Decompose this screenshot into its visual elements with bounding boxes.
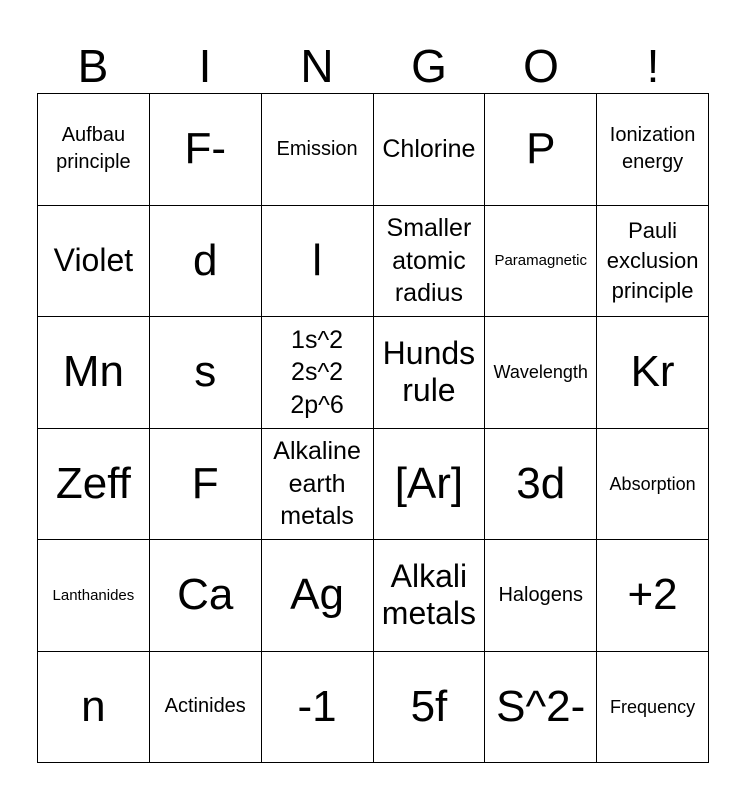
bingo-cell-r6c1[interactable]: n xyxy=(38,652,150,764)
header-letter-g: G xyxy=(411,40,447,92)
bingo-cell-r4c2[interactable]: F xyxy=(150,429,262,541)
header-letter-i: I xyxy=(198,40,212,92)
bingo-cell-r2c6[interactable]: Pauli exclusion principle xyxy=(597,206,709,318)
bingo-cell-r1c2[interactable]: F- xyxy=(150,94,262,206)
bingo-cell-r4c1[interactable]: Zeff xyxy=(38,429,150,541)
bingo-cell-r6c4[interactable]: 5f xyxy=(374,652,486,764)
bingo-cell-r1c3[interactable]: Emission xyxy=(262,94,374,206)
bingo-cell-r6c3[interactable]: -1 xyxy=(262,652,374,764)
bingo-cell-r2c2[interactable]: d xyxy=(150,206,262,318)
bingo-cell-r1c4[interactable]: Chlorine xyxy=(374,94,486,206)
bingo-cell-r3c3[interactable]: 1s^2 2s^2 2p^6 xyxy=(262,317,374,429)
bingo-cell-r2c5[interactable]: Paramagnetic xyxy=(485,206,597,318)
bingo-cell-r5c1[interactable]: Lanthanides xyxy=(38,540,150,652)
bingo-cell-r5c4[interactable]: Alkali metals xyxy=(374,540,486,652)
bingo-cell-r2c1[interactable]: Violet xyxy=(38,206,150,318)
bingo-cell-r4c3[interactable]: Alkaline earth metals xyxy=(262,429,374,541)
bingo-cell-r4c6[interactable]: Absorption xyxy=(597,429,709,541)
bingo-cell-r6c6[interactable]: Frequency xyxy=(597,652,709,764)
bingo-cell-r2c3[interactable]: l xyxy=(262,206,374,318)
header-letter-exclamation: ! xyxy=(646,40,660,92)
bingo-cell-r5c5[interactable]: Halogens xyxy=(485,540,597,652)
header-letter-b: B xyxy=(77,40,109,92)
bingo-cell-r5c3[interactable]: Ag xyxy=(262,540,374,652)
bingo-cell-r3c2[interactable]: s xyxy=(150,317,262,429)
bingo-cell-r1c5[interactable]: P xyxy=(485,94,597,206)
header-letter-o: O xyxy=(523,40,559,92)
bingo-cell-r6c5[interactable]: S^2- xyxy=(485,652,597,764)
bingo-cell-r3c1[interactable]: Mn xyxy=(38,317,150,429)
bingo-cell-r1c1[interactable]: Aufbau principle xyxy=(38,94,150,206)
bingo-cell-r6c2[interactable]: Actinides xyxy=(150,652,262,764)
bingo-cell-r3c6[interactable]: Kr xyxy=(597,317,709,429)
bingo-cell-r2c4[interactable]: Smaller atomic radius xyxy=(374,206,486,318)
bingo-header xyxy=(37,38,709,94)
bingo-cell-r3c5[interactable]: Wavelength xyxy=(485,317,597,429)
bingo-cell-r5c6[interactable]: +2 xyxy=(597,540,709,652)
header-letter-n: N xyxy=(300,40,334,92)
bingo-cell-r1c6[interactable]: Ionization energy xyxy=(597,94,709,206)
bingo-cell-r3c4[interactable]: Hunds rule xyxy=(374,317,486,429)
bingo-board xyxy=(37,93,709,763)
bingo-cell-r4c5[interactable]: 3d xyxy=(485,429,597,541)
bingo-cell-r4c4[interactable]: [Ar] xyxy=(374,429,486,541)
bingo-cell-r5c2[interactable]: Ca xyxy=(150,540,262,652)
